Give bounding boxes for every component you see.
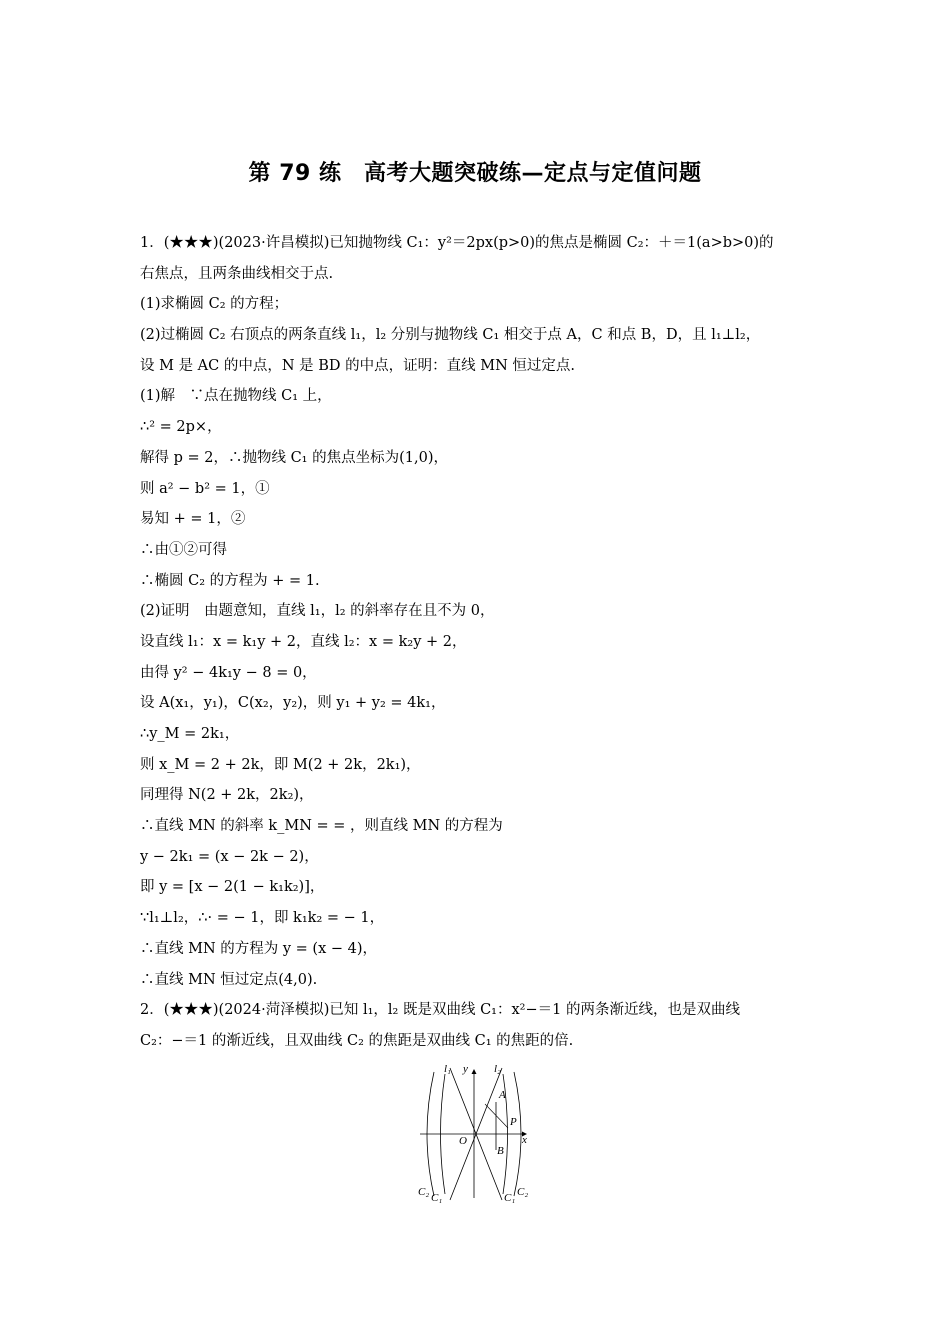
label-c2-right: C₂ [517,1186,529,1198]
proof-line: ∵l₁⊥l₂，∴· = − 1，即 k₁k₂ = − 1， [140,910,385,927]
solution-line: 则 a² − b² = 1，① [140,480,270,497]
y-axis-arrow [472,1069,477,1074]
problem-2-statement: C₂：−＝1 的渐近线，且双曲线 C₂ 的焦距是双曲线 C₁ 的焦距的倍. [140,1032,574,1049]
proof-line: 设 A(x₁，y₁)，C(x₂，y₂)，则 y₁ + y₂ = 4k₁， [140,695,446,712]
solution-line: (1)解 ∵点在抛物线 C₁ 上， [140,388,332,405]
proof-line: ∴直线 MN 的斜率 k_MN = = ，则直线 MN 的方程为 [140,818,503,835]
problem-1-statement: 1．(★★★)(2023·许昌模拟)已知抛物线 C₁：y²＝2px(p>0)的焦点是椭圆 C₂：＋＝1(a>b>0)的 [140,235,774,251]
hyperbola-diagram [410,1058,540,1208]
problem-1-part-2: 设 M 是 AC 的中点，N 是 BD 的中点，证明：直线 MN 恒过定点. [140,357,576,374]
proof-line: 设直线 l₁：x = k₁y + 2，直线 l₂：x = k₂y + 2， [140,633,467,650]
label-l1: l₁ [444,1063,451,1075]
label-a: A [499,1089,506,1101]
label-c1-right: C₁ [504,1192,516,1204]
problem-1-part-2: (2)过椭圆 C₂ 右顶点的两条直线 l₁，l₂ 分别与抛物线 C₁ 相交于点 A，C 和点 B，D，且 l₁⊥l₂， [140,327,761,344]
proof-line: 则 x_M = 2 + 2k，即 M(2 + 2k，2k₁)， [140,756,421,773]
label-l2: l₂ [494,1063,501,1075]
proof-line: 同理得 N(2 + 2k，2k₂)， [140,787,314,804]
problem-2-statement: 2．(★★★)(2024·菏泽模拟)已知 l₁，l₂ 既是双曲线 C₁：x²−＝1 的两条渐近线，也是双曲线 [140,1002,740,1019]
label-x: x [522,1134,527,1146]
label-b: B [497,1145,504,1157]
problem-1-statement: 右焦点，且两条曲线相交于点. [140,265,334,282]
solution-line: 易知 + = 1，② [140,511,246,528]
tangent-line [485,1104,508,1128]
solution-line: 解得 p = 2，∴抛物线 C₁ 的焦点坐标为(1,0)， [140,449,448,466]
hyperbola-figure [410,1058,540,1208]
label-c1-left: C₁ [431,1192,443,1204]
solution-line: ∴² = 2p×， [140,419,222,436]
label-y: y [463,1063,468,1075]
proof-line: (2)证明 由题意知，直线 l₁，l₂ 的斜率存在且不为 0， [140,603,495,620]
solution-line: ∴椭圆 C₂ 的方程为 + = 1. [140,572,320,589]
problem-1-part-1: (1)求椭圆 C₂ 的方程； [140,296,289,313]
solution-line: ∴由①②可得 [140,541,227,558]
proof-line: ∴y_M = 2k₁， [140,726,240,742]
page-title: 第 79 练 高考大题突破练—定点与定值问题 [248,161,702,186]
label-o: O [459,1135,467,1147]
label-c2-left: C₂ [418,1186,430,1198]
document-body [140,228,820,1057]
proof-line: 即 y = [x − 2(1 − k₁k₂)]， [140,879,325,896]
proof-line: ∴直线 MN 的方程为 y = (x − 4)， [140,940,378,957]
proof-line: ∴直线 MN 恒过定点(4,0). [140,971,318,988]
label-p: P [510,1116,517,1128]
proof-line: y − 2k₁ = (x − 2k − 2)， [140,848,319,865]
proof-line: 由得 y² − 4k₁y − 8 = 0， [140,664,317,681]
